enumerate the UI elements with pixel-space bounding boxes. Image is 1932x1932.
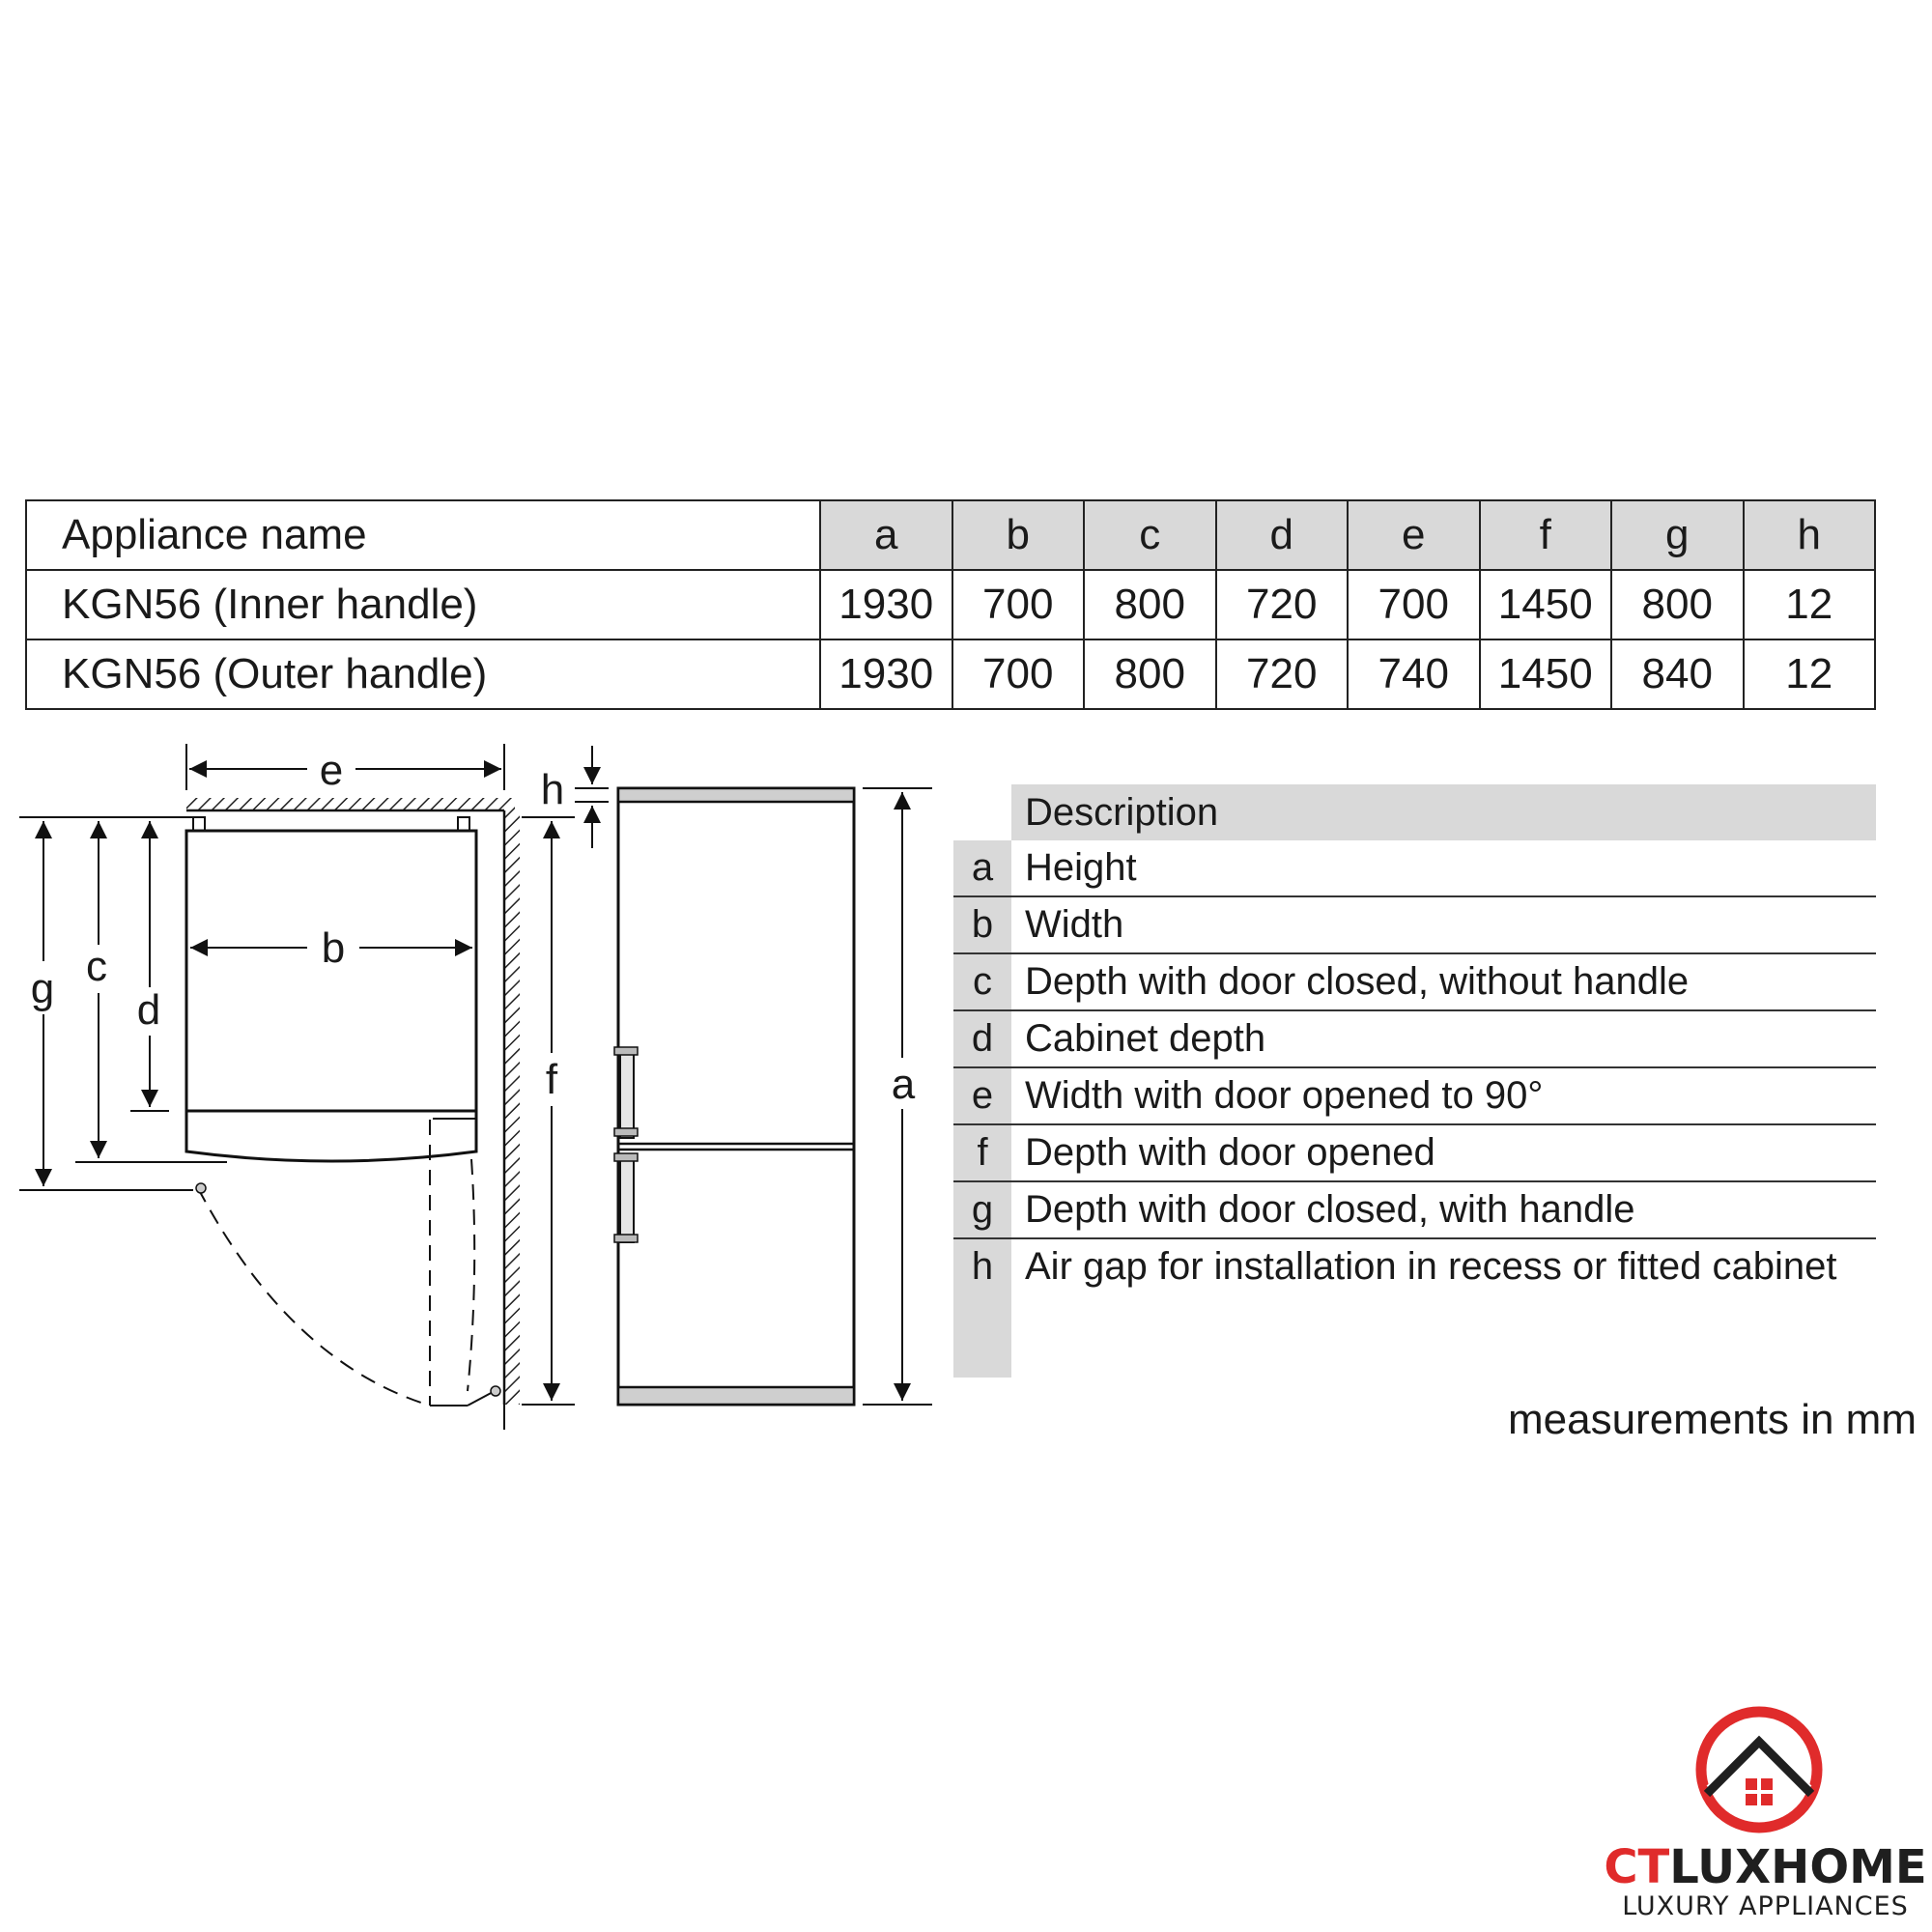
legend-key: h (953, 1238, 1011, 1294)
label-f: f (545, 1056, 558, 1103)
header-col-f: f (1480, 500, 1612, 570)
upper-handle (620, 1053, 634, 1138)
legend-text-filler (1011, 1294, 1876, 1378)
logo-brand-name (1599, 1840, 1932, 1894)
hinge-closed (196, 1183, 206, 1193)
units-note: measurements in mm (1507, 1396, 1917, 1443)
legend-filler-row (953, 1294, 1876, 1378)
cell-f: 1450 (1480, 570, 1612, 639)
cell-a: 1930 (820, 639, 952, 709)
top-view (19, 744, 575, 1430)
header-col-g: g (1611, 500, 1744, 570)
cell-d: 720 (1216, 570, 1349, 639)
spacer-left (193, 817, 205, 831)
list-item (953, 1181, 1876, 1238)
side-view (575, 746, 932, 1405)
fridge-base-panel (618, 1387, 854, 1405)
header-col-h: h (1744, 500, 1876, 570)
header-appliance-name: Appliance name (26, 500, 820, 570)
logo-brand-ct: CT (1604, 1840, 1670, 1894)
header-col-b: b (952, 500, 1085, 570)
cell-b: 700 (952, 570, 1085, 639)
table-row (26, 639, 1875, 709)
fridge-body (618, 788, 854, 1405)
legend-text: Width (1011, 896, 1876, 953)
cell-f: 1450 (1480, 639, 1612, 709)
list-item (953, 953, 1876, 1010)
list-item (953, 1124, 1876, 1181)
door-swing-arc (198, 1188, 430, 1406)
logo-tagline: LUXURY APPLIANCES (1622, 1891, 1909, 1921)
header-col-d: d (1216, 500, 1349, 570)
description-legend (953, 784, 1876, 1378)
legend-key: b (953, 896, 1011, 953)
row-name: KGN56 (Outer handle) (26, 639, 820, 709)
legend-text: Height (1025, 846, 1137, 889)
hinge-open (491, 1386, 500, 1396)
row-name: KGN56 (Inner handle) (26, 570, 820, 639)
label-e: e (319, 747, 344, 794)
logo-window-3 (1746, 1794, 1757, 1805)
legend-text: Depth with door closed, without handle (1011, 953, 1876, 1010)
legend-header-row (953, 784, 1876, 840)
cell-g: 800 (1611, 570, 1744, 639)
legend-text: Width with door opened to 90° (1011, 1067, 1876, 1124)
legend-text: Air gap for installation in recess or fitted cabinet (1011, 1238, 1876, 1294)
logo-window-2 (1761, 1778, 1773, 1790)
fridge-dimension-drawing (0, 734, 966, 1449)
label-g: g (30, 965, 55, 1012)
door-open-right (468, 1159, 474, 1391)
cell-e: 740 (1348, 639, 1480, 709)
legend-key: c (953, 953, 1011, 1010)
upper-handle-cap-top (614, 1047, 638, 1055)
cell-b: 700 (952, 639, 1085, 709)
header-col-e: e (1348, 500, 1480, 570)
label-h: h (540, 766, 565, 813)
dimension-table (25, 499, 1876, 710)
legend-key: e (953, 1067, 1011, 1124)
list-item (953, 840, 1876, 896)
cell-g: 840 (1611, 639, 1744, 709)
legend-text: Cabinet depth (1011, 1010, 1876, 1067)
legend-header-spacer (953, 784, 1011, 840)
legend-text: Depth with door closed, with handle (1011, 1181, 1876, 1238)
list-item (953, 1238, 1876, 1294)
lower-handle-cap-bottom (614, 1235, 638, 1242)
logo-window-4 (1761, 1794, 1773, 1805)
cell-d: 720 (1216, 639, 1349, 709)
header-col-a: a (820, 500, 952, 570)
header-col-c: c (1084, 500, 1216, 570)
logo-brand-luxhome: LUXHOME (1669, 1840, 1927, 1894)
label-d: d (136, 986, 161, 1034)
legend-key: a (953, 840, 1011, 896)
cell-h: 12 (1744, 639, 1876, 709)
list-item (953, 896, 1876, 953)
table-row (26, 570, 1875, 639)
cell-a: 1930 (820, 570, 952, 639)
upper-handle-cap-bottom (614, 1128, 638, 1136)
legend-key: f (953, 1124, 1011, 1181)
spacer-right (458, 817, 469, 831)
cell-c: 800 (1084, 639, 1216, 709)
fridge-top-panel (618, 788, 854, 802)
label-b: b (321, 924, 346, 972)
lower-handle (620, 1157, 634, 1242)
list-item (953, 1067, 1876, 1124)
wall-right-hatch (504, 810, 520, 1405)
list-item (953, 1010, 1876, 1067)
lower-handle-cap-top (614, 1153, 638, 1161)
label-a: a (891, 1061, 916, 1108)
cell-e: 700 (1348, 570, 1480, 639)
logo-ring (1701, 1712, 1817, 1828)
label-c: c (86, 943, 107, 990)
cell-c: 800 (1084, 570, 1216, 639)
legend-title: Description (1011, 784, 1876, 840)
logo-window-1 (1746, 1778, 1757, 1790)
legend-text: Depth with door opened (1011, 1124, 1876, 1181)
legend-key: d (953, 1010, 1011, 1067)
table-header-row (26, 500, 1875, 570)
cell-h: 12 (1744, 570, 1876, 639)
legend-key: g (953, 1181, 1011, 1238)
legend-key-filler (953, 1294, 1011, 1378)
wall-top-hatch (186, 798, 515, 810)
